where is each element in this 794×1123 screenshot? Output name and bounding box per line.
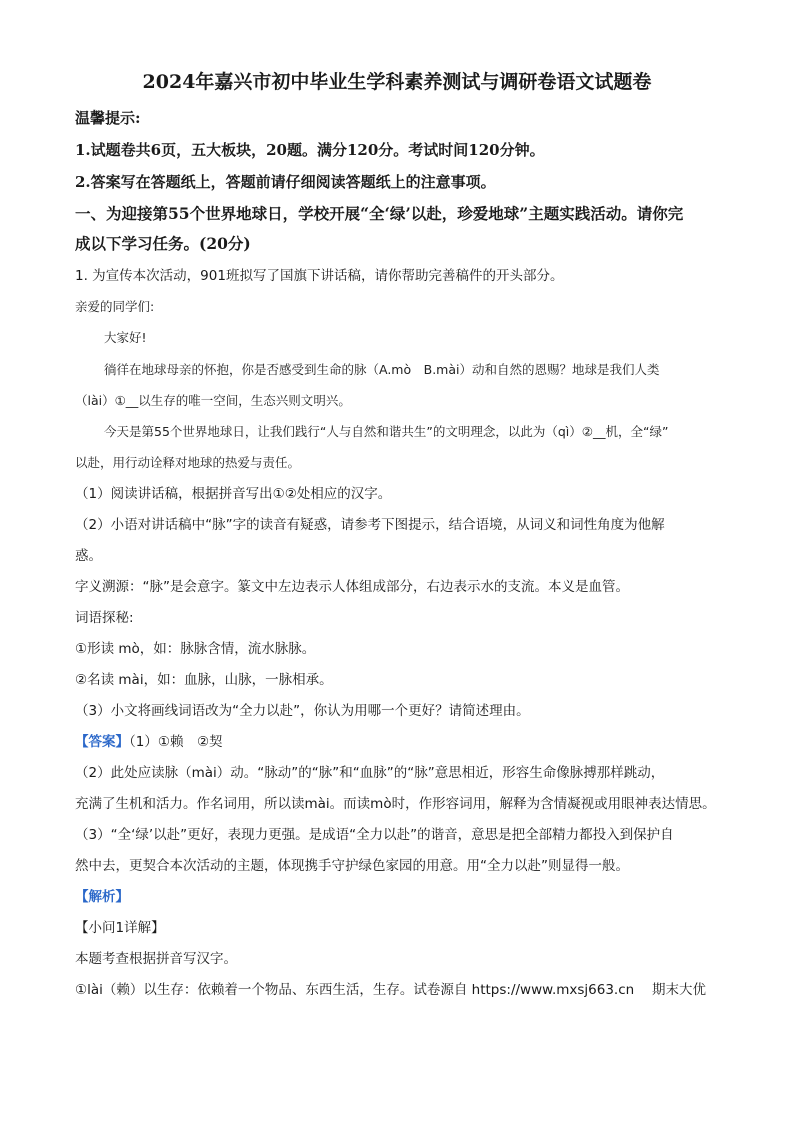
sub-question: （1）阅读讲话稿，根据拼音写出①②处相应的汉字。	[75, 486, 392, 502]
notice-item: 1.试题卷共6页，五大板块，20题。满分120分。考试时间120分钟。	[75, 141, 545, 159]
sub-question: （3）小文将画线词语改为“全力以赴”，你认为用哪一个更好？请简述理由。	[75, 703, 530, 719]
section-heading: 一、为迎接第55个世界地球日，学校开展“全‘绿’以赴，珍爱地球”主题实践活动。请你完	[75, 204, 684, 223]
notice-heading: 温馨提示:	[75, 109, 141, 127]
notice-item: 2.答案写在答题纸上，答题前请仔细阅读答题纸上的注意事项。	[75, 173, 496, 191]
answer-text: 充满了生机和活力。作名词用，所以读mài。而读mò时，作形容词用，解释为含情凝视或用眼神表达情思。	[75, 796, 716, 812]
answer-text: （1）①赖 ②契	[129, 734, 223, 750]
answer-text: 然中去，更契合本次活动的主题，体现携手守护绿色家园的用意。用“全力以赴”则显得一般。	[75, 858, 629, 874]
speech-paragraph: 今天是第55个世界地球日，让我们践行“人与自然和谐共生”的文明理念，以此为（qì）②__机，全“绿”	[104, 424, 669, 439]
question-prompt: 1. 为宣传本次活动，901班拟写了国旗下讲话稿，请你帮助完善稿件的开头部分。	[75, 268, 564, 284]
answer-text: （3）“全‘绿’以赴”更好，表现力更强。是成语“全力以赴”的谐音，意思是把全部精力都投入到保护自	[75, 827, 674, 843]
speech-paragraph: 徜徉在地球母亲的怀抱，你是否感受到生命的脉（A.mò B.mài）动和自然的恩赐？地球是我们人类	[104, 362, 660, 377]
analysis-tag: 【解析】	[75, 889, 129, 905]
speech-paragraph-cont: 以赴，用行动诠释对地球的热爱与责任。	[75, 455, 301, 470]
analysis-text: ①lài（赖）以生存：依赖着一个物品、东西生活，生存。试卷源自 https://www.mxsj663.cn 期末大优	[75, 982, 706, 998]
sub-question: （2）小语对讲话稿中“脉”字的读音有疑惑，请参考下图提示，结合语境，从词义和词性角度为他解	[75, 517, 665, 533]
etymology-note: 字义溯源：“脉”是会意字。篆文中左边表示人体组成部分，右边表示水的支流。本义是血管。	[75, 579, 629, 595]
section-heading-cont: 成以下学习任务。(20分)	[75, 234, 251, 253]
speech-paragraph-cont: （lài）①__以生存的唯一空间，生态兴则文明兴。	[75, 393, 351, 408]
analysis-text: 本题考查根据拼音写汉字。	[75, 951, 237, 967]
sub-question-cont: 惑。	[75, 548, 102, 564]
speech-hello: 大家好!	[104, 330, 147, 345]
speech-greeting: 亲爱的同学们:	[75, 299, 155, 314]
explore-heading: 词语探秘:	[75, 610, 134, 626]
page-title: 2024年嘉兴市初中毕业生学科素养测试与调研卷语文试题卷	[142, 71, 652, 93]
detail-heading: 【小问1详解】	[75, 920, 165, 936]
answer-tag: 【答案】	[75, 734, 129, 750]
answer-text: （2）此处应读脉（mài）动。“脉动”的“脉”和“血脉”的“脉”意思相近，形容生命像脉搏那样跳动，	[75, 765, 665, 781]
explore-item: ②名读 mài，如：血脉，山脉，一脉相承。	[75, 672, 333, 688]
explore-item: ①形读 mò，如：脉脉含情，流水脉脉。	[75, 641, 316, 657]
answer-line	[75, 732, 223, 752]
